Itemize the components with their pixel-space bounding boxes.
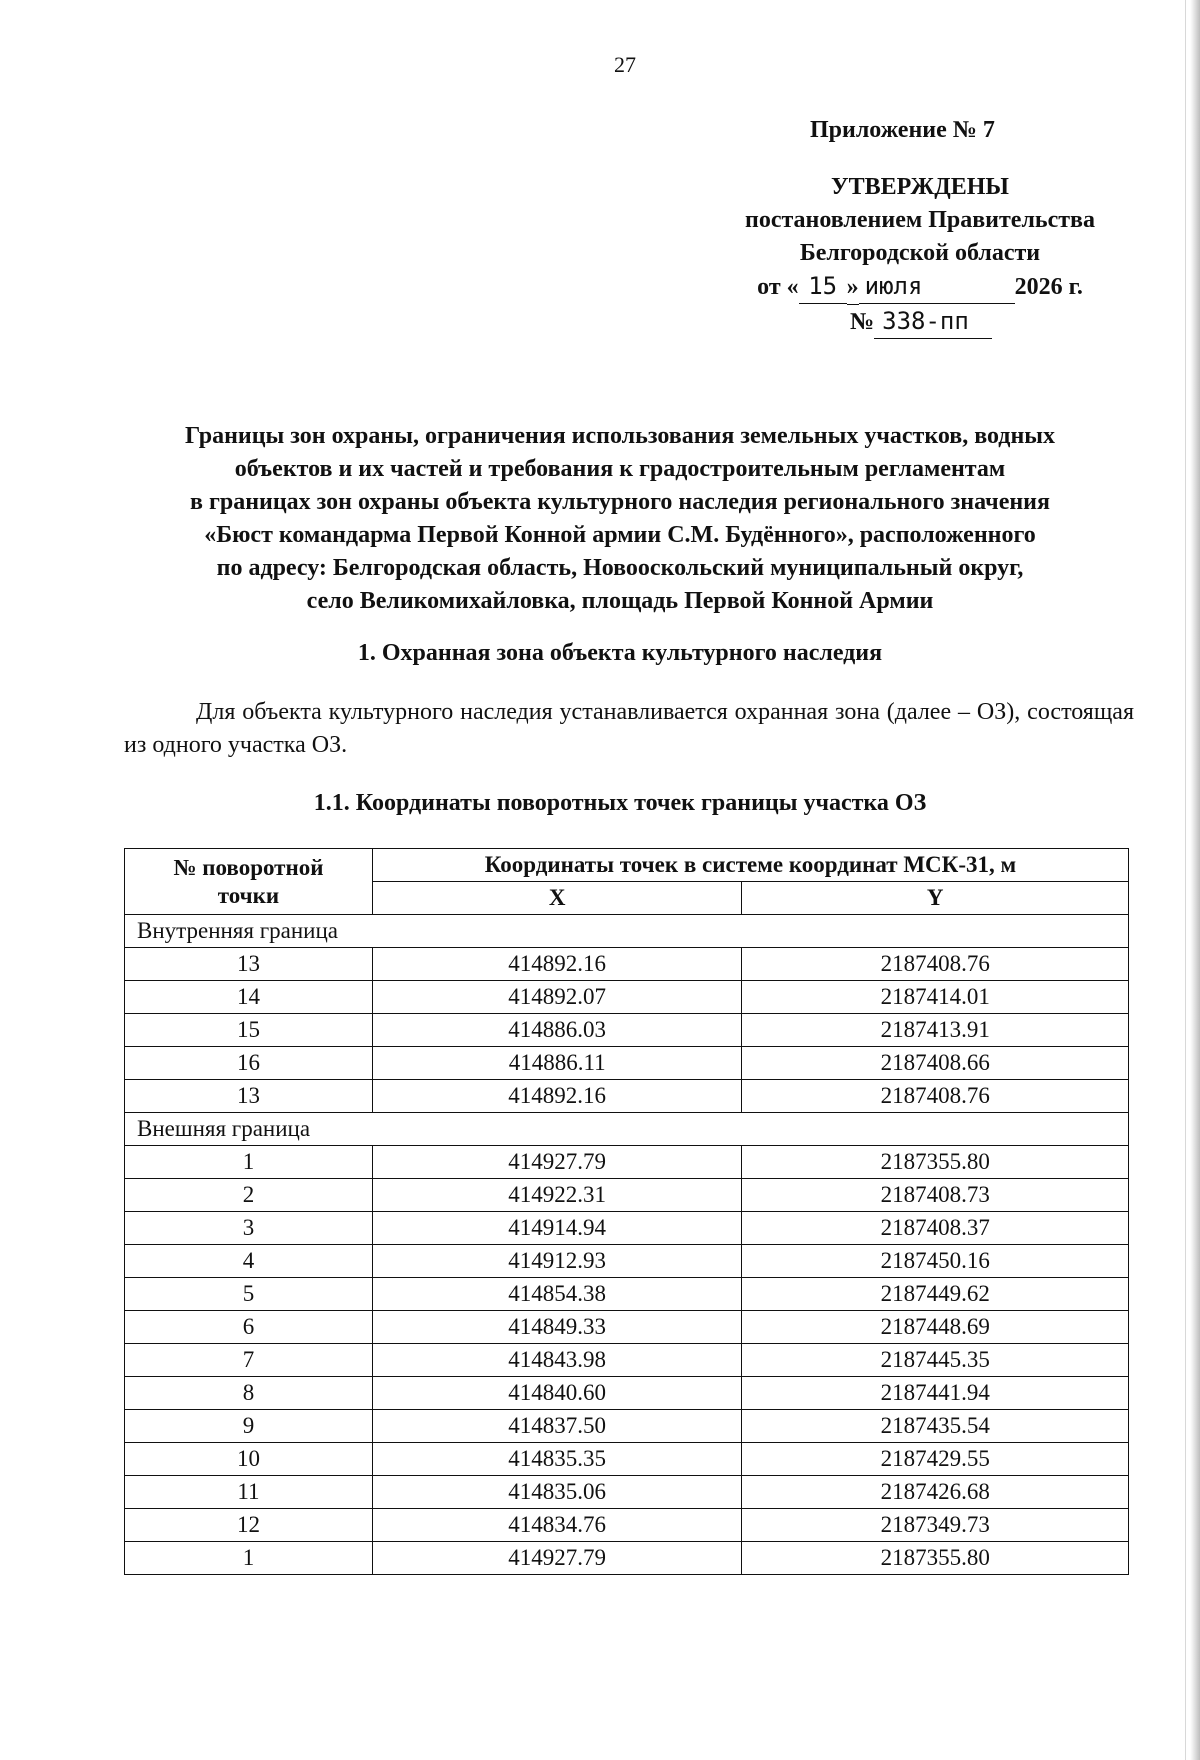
- table-row: [125, 1344, 1129, 1377]
- point-number-cell: 11: [125, 1476, 373, 1509]
- approval-line-2: Белгородской области: [799, 240, 1041, 266]
- x-coordinate-cell: 414886.03: [372, 1014, 742, 1047]
- page-number: 27: [614, 52, 636, 77]
- table-row: [125, 1146, 1129, 1179]
- x-coordinate-cell: 414927.79: [372, 1542, 742, 1575]
- approval-date: [690, 270, 1150, 305]
- y-coordinate-cell: 2187355.80: [742, 1146, 1129, 1179]
- subsection-heading: 1.1. Координаты поворотных точек границы участка ОЗ: [313, 790, 927, 816]
- y-coordinate-cell: 2187408.73: [742, 1179, 1129, 1212]
- y-coordinate-cell: 2187435.54: [742, 1410, 1129, 1443]
- table-header-row: [125, 849, 1129, 882]
- group-label: Внешняя граница: [125, 1113, 1129, 1146]
- table-row: [125, 1410, 1129, 1443]
- x-coordinate-cell: 414835.35: [372, 1443, 742, 1476]
- date-day: 15: [799, 270, 847, 304]
- y-coordinate-cell: 2187449.62: [742, 1278, 1129, 1311]
- x-coordinate-cell: 414837.50: [372, 1410, 742, 1443]
- y-coordinate-cell: 2187413.91: [742, 1014, 1129, 1047]
- document-title: [100, 420, 1140, 618]
- y-coordinate-cell: 2187408.66: [742, 1047, 1129, 1080]
- title-line: «Бюст командарма Первой Конной армии С.М. Будённого», расположенного: [204, 522, 1036, 548]
- x-coordinate-cell: 414927.79: [372, 1146, 742, 1179]
- header-x: X: [372, 882, 742, 915]
- point-number-cell: 15: [125, 1014, 373, 1047]
- x-coordinate-cell: 414912.93: [372, 1245, 742, 1278]
- table-row: [125, 1212, 1129, 1245]
- point-number-cell: 7: [125, 1344, 373, 1377]
- y-coordinate-cell: 2187445.35: [742, 1344, 1129, 1377]
- table-row: [125, 1047, 1129, 1080]
- point-number-cell: 16: [125, 1047, 373, 1080]
- x-coordinate-cell: 414834.76: [372, 1509, 742, 1542]
- number-prefix: №: [850, 309, 875, 335]
- x-coordinate-cell: 414914.94: [372, 1212, 742, 1245]
- x-coordinate-cell: 414892.16: [372, 1080, 742, 1113]
- point-number-cell: 5: [125, 1278, 373, 1311]
- point-number-cell: 10: [125, 1443, 373, 1476]
- scan-edge-line: [1185, 0, 1186, 1760]
- x-coordinate-cell: 414854.38: [372, 1278, 742, 1311]
- x-coordinate-cell: 414843.98: [372, 1344, 742, 1377]
- number-value: 338-пп: [874, 305, 992, 339]
- table-row: [125, 948, 1129, 981]
- point-number-cell: 8: [125, 1377, 373, 1410]
- title-line: объектов и их частей и требования к градостроительным регламентам: [234, 456, 1006, 482]
- table-row: [125, 1278, 1129, 1311]
- point-number-cell: 1: [125, 1542, 373, 1575]
- annex-label: Приложение № 7: [810, 117, 995, 143]
- table-row: [125, 1179, 1129, 1212]
- x-coordinate-cell: 414849.33: [372, 1311, 742, 1344]
- point-number-cell: 6: [125, 1311, 373, 1344]
- x-coordinate-cell: 414892.16: [372, 948, 742, 981]
- approved-label: УТВЕРЖДЕНЫ: [831, 174, 1009, 200]
- title-line: в границах зон охраны объекта культурного наследия регионального значения: [189, 489, 1050, 515]
- section-heading: 1. Охранная зона объекта культурного наследия: [357, 640, 883, 666]
- y-coordinate-cell: 2187450.16: [742, 1245, 1129, 1278]
- y-coordinate-cell: 2187408.76: [742, 948, 1129, 981]
- point-number-cell: 2: [125, 1179, 373, 1212]
- point-number-cell: 13: [125, 948, 373, 981]
- table-body: [125, 915, 1129, 1575]
- header-y: Y: [742, 882, 1129, 915]
- title-line: Границы зон охраны, ограничения использования земельных участков, водных: [184, 423, 1056, 449]
- y-coordinate-cell: 2187429.55: [742, 1443, 1129, 1476]
- table-row: [125, 1080, 1129, 1113]
- group-label: Внутренняя граница: [125, 915, 1129, 948]
- table-group-row: [125, 1113, 1129, 1146]
- point-number-cell: 13: [125, 1080, 373, 1113]
- x-coordinate-cell: 414886.11: [372, 1047, 742, 1080]
- title-line: село Великомихайловка, площадь Первой Конной Армии: [306, 588, 934, 614]
- body-paragraph: Для объекта культурного наследия устанавливается охранная зона (далее – ОЗ), состоящая из одного участка ОЗ.: [124, 699, 1134, 758]
- y-coordinate-cell: 2187408.76: [742, 1080, 1129, 1113]
- table-row: [125, 1443, 1129, 1476]
- point-number-cell: 9: [125, 1410, 373, 1443]
- x-coordinate-cell: 414840.60: [372, 1377, 742, 1410]
- approval-line-1: постановлением Правительства: [744, 207, 1095, 233]
- table-row: [125, 1014, 1129, 1047]
- coordinates-table: [124, 848, 1129, 1575]
- point-number-cell: 1: [125, 1146, 373, 1179]
- header-point-number: № поворотной точки: [125, 849, 373, 915]
- x-coordinate-cell: 414835.06: [372, 1476, 742, 1509]
- table-row: [125, 1245, 1129, 1278]
- date-year: 2026 г.: [1014, 274, 1083, 300]
- date-mid: »: [847, 271, 859, 305]
- approval-block: [690, 114, 1150, 339]
- table-row: [125, 1377, 1129, 1410]
- scan-edge-shadow: [1190, 0, 1200, 1760]
- point-number-cell: 4: [125, 1245, 373, 1278]
- y-coordinate-cell: 2187408.37: [742, 1212, 1129, 1245]
- point-number-cell: 14: [125, 981, 373, 1014]
- table-row: [125, 1509, 1129, 1542]
- y-coordinate-cell: 2187448.69: [742, 1311, 1129, 1344]
- title-line: по адресу: Белгородская область, Новооскольский муниципальный округ,: [216, 555, 1024, 581]
- date-month: июля: [859, 270, 1015, 304]
- table-row: [125, 1476, 1129, 1509]
- y-coordinate-cell: 2187355.80: [742, 1542, 1129, 1575]
- y-coordinate-cell: 2187414.01: [742, 981, 1129, 1014]
- y-coordinate-cell: 2187441.94: [742, 1377, 1129, 1410]
- table-group-row: [125, 915, 1129, 948]
- table-row: [125, 1542, 1129, 1575]
- approval-number: [690, 305, 1150, 339]
- header-coordinates: Координаты точек в системе координат МСК-31, м: [372, 849, 1128, 882]
- table-row: [125, 981, 1129, 1014]
- table-row: [125, 1311, 1129, 1344]
- x-coordinate-cell: 414892.07: [372, 981, 742, 1014]
- date-prefix: от «: [757, 274, 799, 300]
- point-number-cell: 12: [125, 1509, 373, 1542]
- y-coordinate-cell: 2187349.73: [742, 1509, 1129, 1542]
- y-coordinate-cell: 2187426.68: [742, 1476, 1129, 1509]
- x-coordinate-cell: 414922.31: [372, 1179, 742, 1212]
- point-number-cell: 3: [125, 1212, 373, 1245]
